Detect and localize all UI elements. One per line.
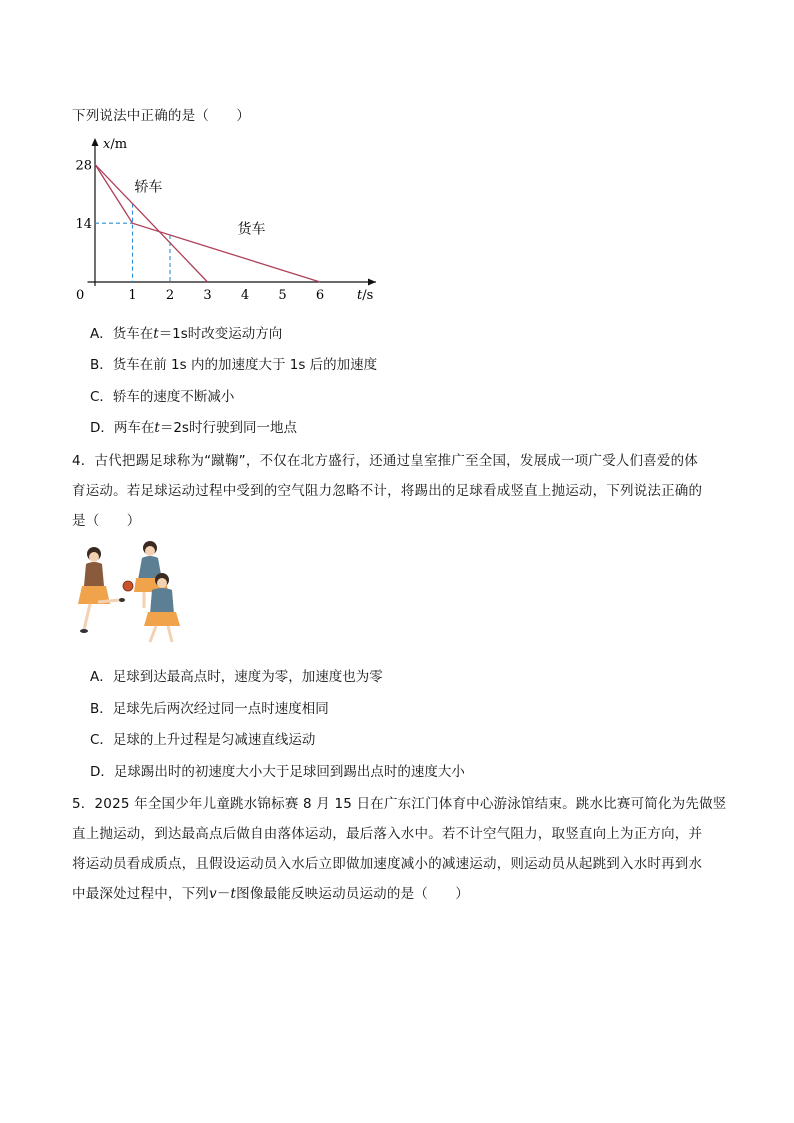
q3-option-c: C．轿车的速度不断减小: [90, 389, 235, 405]
truck-series-label: 货车: [237, 221, 266, 238]
y-tick-label-14: 14: [75, 217, 92, 233]
q4-option-d: D．足球踢出时的初速度大小大于足球回到踢出点时的速度大小: [90, 764, 465, 780]
q5-stem-line3: 将运动员看成质点，且假设运动员入水后立即做加速度减小的减速运动，则运动员从起跳到入水时再到水: [72, 856, 703, 872]
q4-option-c: C．足球的上升过程是匀减速直线运动: [90, 732, 316, 748]
x-tick-label-6: 6: [315, 288, 325, 303]
x-tick-label-5: 5: [278, 288, 287, 303]
y-axis-unit: /m: [110, 137, 128, 152]
y-axis-var: x: [103, 137, 111, 152]
q3-option-b: B．货车在前 1s 内的加速度大于 1s 后的加速度: [90, 357, 378, 373]
cuju-illustration: [76, 540, 186, 645]
y-tick-label-28: 28: [75, 158, 92, 174]
q4-stem-line2: 育运动。若足球运动过程中受到的空气阻力忽略不计，将踢出的足球看成竖直上抛运动，下列说法正确的: [72, 483, 703, 499]
q5-stem-line2: 直上抛运动，到达最高点后做自由落体运动，最后落入水中。若不计空气阻力，取竖直向上为正方向，并: [72, 826, 703, 842]
q3-option-a: A．货车在t＝1s时改变运动方向: [90, 326, 283, 342]
origin-label: 0: [76, 288, 85, 303]
x-tick-label-1: 1: [128, 288, 137, 303]
q5-stem-line4: 中最深处过程中，下列v－t图像最能反映运动员运动的是（ ）: [72, 886, 470, 902]
truck-line: [95, 164, 320, 282]
x-axis-var: t: [357, 288, 363, 303]
ball: [123, 581, 133, 591]
x-tick-label-3: 3: [203, 288, 212, 303]
q4-stem-line3: 是（ ）: [72, 513, 141, 529]
y-axis-arrow: [92, 138, 99, 146]
x-axis-label: [357, 288, 373, 303]
x-axis-unit: /s: [362, 288, 374, 303]
q3-option-d: D．两车在t＝2s时行驶到同一地点: [90, 420, 297, 436]
q4-option-b: B．足球先后两次经过同一点时速度相同: [90, 701, 329, 717]
y-axis-label: [103, 137, 127, 152]
car-series-label: 轿车: [134, 179, 163, 196]
x-axis-arrow: [368, 279, 376, 286]
xt-chart: [72, 130, 392, 305]
x-tick-label-2: 2: [165, 288, 175, 303]
q5-stem-line1: 5．2025 年全国少年儿童跳水锦标赛 8 月 15 日在广东江门体育中心游泳馆结束。跳水比赛可简化为先做竖: [72, 796, 727, 812]
q3-stem: 下列说法中正确的是（ ）: [72, 108, 251, 124]
q4-option-a: A．足球到达最高点时，速度为零，加速度也为零: [90, 669, 383, 685]
x-tick-label-4: 4: [240, 288, 250, 303]
kicking-girl-figure: [78, 547, 125, 633]
q4-stem-line1: 4．古代把踢足球称为“蹴鞠”，不仅在北方盛行，还通过皇室推广至全国，发展成一项广受人们喜爱的体: [72, 453, 698, 469]
